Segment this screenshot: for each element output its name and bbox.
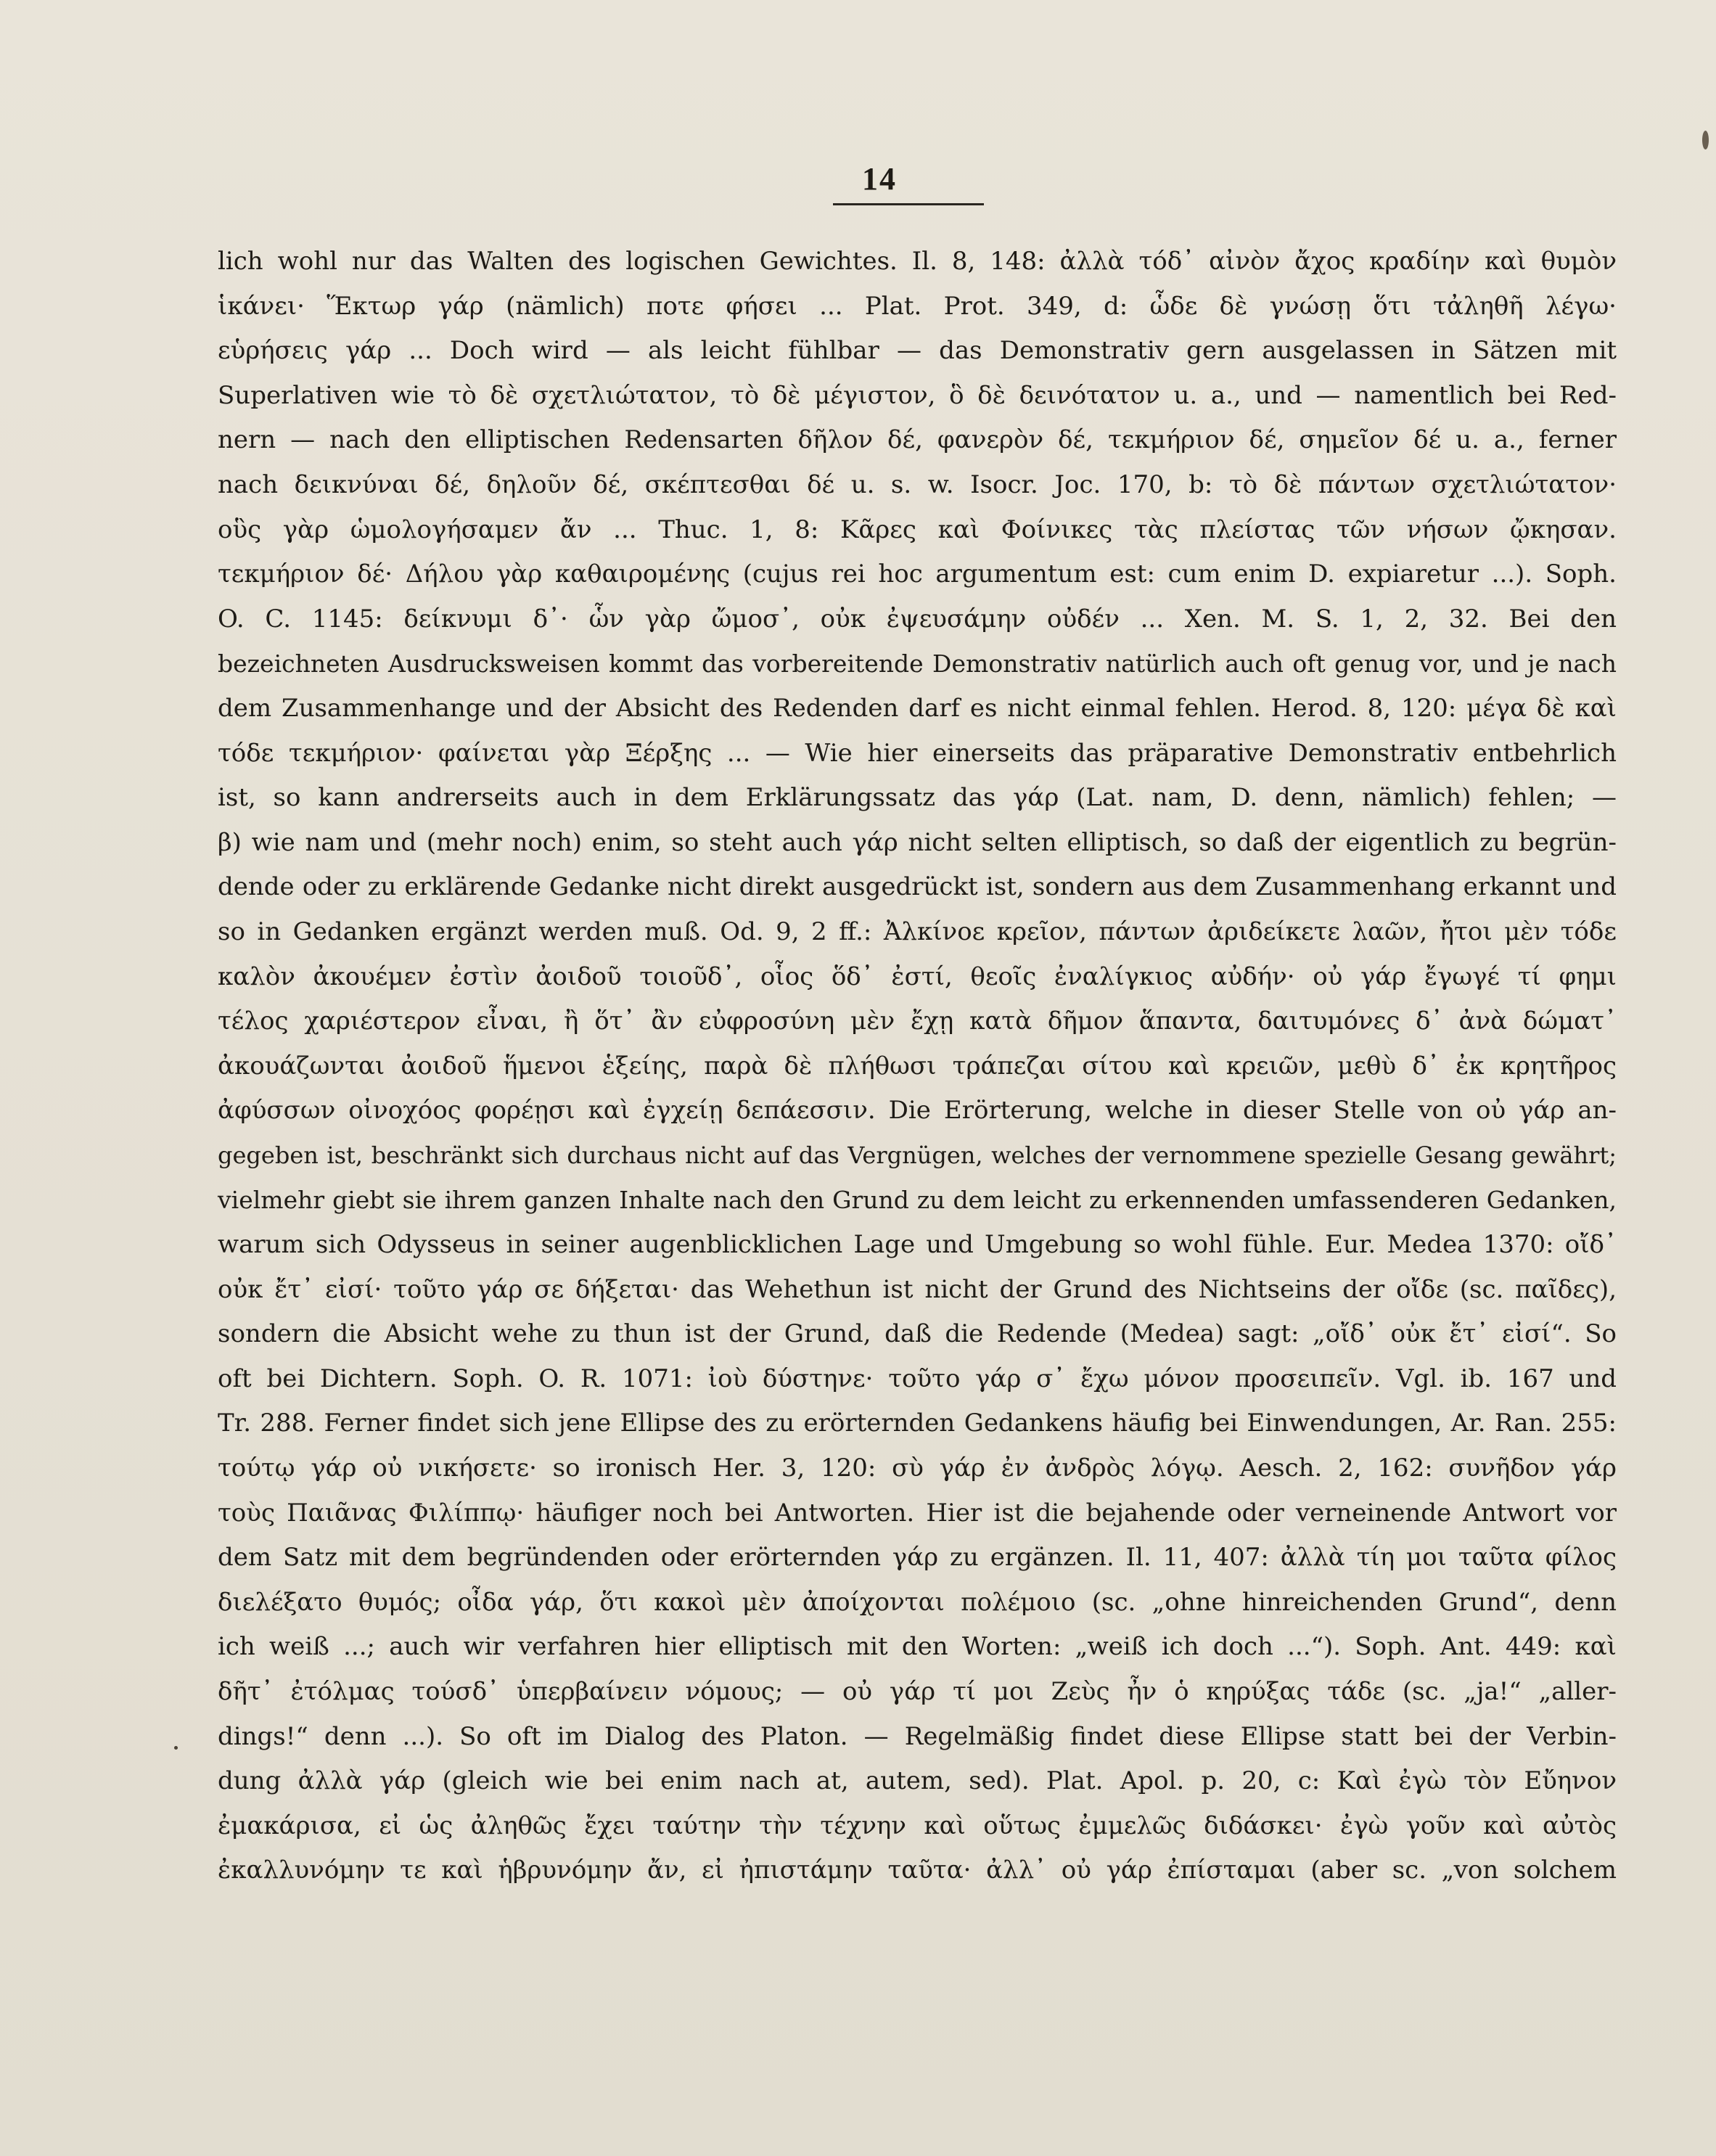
text-line: διελέξατο θυμός; οἶδα γάρ, ὅτι κακοὶ μὲν ἀποίχονται πολέμοιο (sc. „ohne hinreichenden Grund“, denn xyxy=(218,1587,1617,1617)
text-line: lich wohl nur das Walten des logischen Gewichtes. Il. 8, 148: ἀλλὰ τόδ᾽ αἰνὸν ἄχος κραδίην καὶ θυμὸν xyxy=(218,247,1617,276)
text-line: ist, so kann andrerseits auch in dem Erklärungssatz das γάρ (Lat. nam, D. denn, nämlich) fehlen; — xyxy=(218,783,1617,813)
text-line: ἱκάνει· Ἕκτωρ γάρ (nämlich) ποτε φήσει ... Plat. Prot. 349, d: ὧδε δὲ γνώσῃ ὅτι τἀληθῆ λέγω· xyxy=(218,291,1617,321)
text-line: nern — nach den elliptischen Redensarten δῆλον δέ, φανερὸν δέ, τεκμήριον δέ, σημεῖον δέ u. a., ferner xyxy=(218,425,1617,455)
text-line: Superlativen wie τὸ δὲ σχετλιώτατον, τὸ δὲ μέγιστον, ὃ δὲ δεινότατον u. a., und — namentlich bei Red- xyxy=(218,380,1617,410)
text-line: sondern die Absicht wehe zu thun ist der Grund, daß die Redende (Medea) sagt: „οἴδ᾽ οὐκ ἔτ᾽ εἰσί“. So xyxy=(218,1319,1617,1349)
text-line: οὐκ ἔτ᾽ εἰσί· τοῦτο γάρ σε δήξεται· das Wehethun ist nicht der Grund des Nichtseins der οἴδε (sc. παῖδες), xyxy=(218,1274,1617,1304)
text-line: bezeichneten Ausdrucksweisen kommt das vorbereitende Demonstrativ natürlich auch oft genug vor, und je nach xyxy=(218,649,1617,679)
text-line: dende oder zu erklärende Gedanke nicht direkt ausgedrückt ist, sondern aus dem Zusammenhang erkannt und xyxy=(218,872,1617,902)
text-line: O. C. 1145: δείκνυμι δ᾽· ὧν γὰρ ὤμοσ᾽, οὐκ ἐψευσάμην οὐδέν ... Xen. M. S. 1, 2, 32. Bei den xyxy=(218,604,1617,634)
text-line: nach δεικνύναι δέ, δηλοῦν δέ, σκέπτεσθαι δέ u. s. w. Isocr. Joc. 170, b: τὸ δὲ πάντων σχετλιώτατον· xyxy=(218,470,1617,499)
text-line: oft bei Dichtern. Soph. O. R. 1071: ἰοὺ δύστηνε· τοῦτο γάρ σ᾽ ἔχω μόνον προσειπεῖν. Vgl. ib. 167 und xyxy=(218,1364,1617,1393)
text-line: τέλος χαριέστερον εἶναι, ἢ ὅτ᾽ ἂν εὐφροσύνη μὲν ἔχῃ κατὰ δῆμον ἅπαντα, δαιτυμόνες δ᾽ ἀνὰ δώματ᾽ xyxy=(218,1007,1617,1036)
text-line: τόδε τεκμήριον· φαίνεται γὰρ Ξέρξης ... — Wie hier einerseits das präparative Demonstrativ entbehrlich xyxy=(218,738,1617,768)
text-line: gegeben ist, beschränkt sich durchaus nicht auf das Vergnügen, welches der vernommene spezielle Gesang gewährt; xyxy=(218,1141,1617,1169)
text-line: ich weiß ...; auch wir verfahren hier elliptisch mit den Worten: „weiß ich doch ...“). Soph. Ant. 449: καὶ xyxy=(218,1632,1617,1662)
text-line: dem Satz mit dem begründenden oder erörternden γάρ zu ergänzen. Il. 11, 407: ἀλλὰ τίη μοι ταῦτα φίλος xyxy=(218,1543,1617,1573)
text-line: so in Gedanken ergänzt werden muß. Od. 9, 2 ff.: Ἀλκίνοε κρεῖον, πάντων ἀριδείκετε λαῶν, ἤτοι μὲν τόδε xyxy=(218,917,1617,946)
body-text xyxy=(218,239,1617,1893)
text-line: δῆτ᾽ ἐτόλμας τούσδ᾽ ὑπερβαίνειν νόμους; — οὐ γάρ τί μοι Ζεὺς ἦν ὁ κηρύξας τάδε (sc. „ja!“ „aller- xyxy=(218,1677,1617,1706)
page-number: 14 xyxy=(862,161,897,197)
text-line: dings!“ denn ...). So oft im Dialog des Platon. — Regelmäßig findet diese Ellipse statt bei der Verbin- xyxy=(218,1721,1617,1751)
text-line: ἀκουάζωνται ἀοιδοῦ ἥμενοι ἑξείης, παρὰ δὲ πλήθωσι τράπεζαι σίτου καὶ κρειῶν, μεθὺ δ᾽ ἐκ κρητῆρος xyxy=(218,1051,1617,1081)
text-line: τούτῳ γάρ οὐ νικήσετε· so ironisch Her. 3, 120: σὺ γάρ ἐν ἀνδρὸς λόγῳ. Aesch. 2, 162: συνῆδον γάρ xyxy=(218,1454,1617,1483)
text-line: dung ἀλλὰ γάρ (gleich wie bei enim nach at, autem, sed). Plat. Apol. p. 20, c: Καὶ ἐγὼ τὸν Εὔηνον xyxy=(218,1766,1617,1796)
text-line: dem Zusammenhange und der Absicht des Redenden darf es nicht einmal fehlen. Herod. 8, 120: μέγα δὲ καὶ xyxy=(218,693,1617,723)
text-line: ἐμακάρισα, εἰ ὡς ἀληθῶς ἔχει ταύτην τὴν τέχνην καὶ οὕτως ἐμμελῶς διδάσκει· ἐγὼ γοῦν καὶ αὐτὸς xyxy=(218,1811,1617,1840)
paper-spot xyxy=(174,1746,178,1750)
text-line: ἀφύσσων οἰνοχόος φορέῃσι καὶ ἐγχείῃ δεπάεσσιν. Die Erörterung, welche in dieser Stelle von οὐ γάρ an- xyxy=(218,1096,1617,1126)
paper-spot xyxy=(1702,131,1709,149)
text-line: ἐκαλλυνόμην τε καὶ ἡβρυνόμην ἄν, εἰ ἠπιστάμην ταῦτα· ἀλλ᾽ οὐ γάρ ἐπίσταμαι (aber sc. „von solchem xyxy=(218,1856,1617,1885)
text-line: β) wie nam und (mehr noch) enim, so steht auch γάρ nicht selten elliptisch, so daß der eigentlich zu begrün- xyxy=(218,827,1617,857)
page-number-rule xyxy=(833,203,984,205)
text-line: οὓς γὰρ ὡμολογήσαμεν ἄν ... Thuc. 1, 8: Κᾶρες καὶ Φοίνικες τὰς πλείστας τῶν νήσων ᾤκησαν. xyxy=(218,515,1617,544)
text-line: εὑρήσεις γάρ ... Doch wird — als leicht fühlbar — das Demonstrativ gern ausgelassen in Sätzen mit xyxy=(218,336,1617,366)
text-line: vielmehr giebt sie ihrem ganzen Inhalte nach den Grund zu dem leicht zu erkennenden umfassenderen Gedanken, xyxy=(218,1186,1617,1215)
text-line: τεκμήριον δέ· Δήλου γὰρ καθαιρομένης (cujus rei hoc argumentum est: cum enim D. expiaretur ...). Soph. xyxy=(218,560,1617,589)
text-line: καλὸν ἀκουέμεν ἐστὶν ἀοιδοῦ τοιοῦδ᾽, οἷος ὅδ᾽ ἐστί, θεοῖς ἐναλίγκιος αὐδήν· οὐ γάρ ἔγωγέ τί φημι xyxy=(218,962,1617,991)
text-line: warum sich Odysseus in seiner augenblicklichen Lage und Umgebung so wohl fühle. Eur. Medea 1370: οἴδ᾽ xyxy=(218,1230,1617,1260)
text-line: τοὺς Παιᾶνας Φιλίππῳ· häufiger noch bei Antworten. Hier ist die bejahende oder verneinende Antwort vor xyxy=(218,1498,1617,1528)
text-line: Tr. 288. Ferner findet sich jene Ellipse des zu erörternden Gedankens häufig bei Einwendungen, Ar. Ran. 255: xyxy=(218,1409,1617,1438)
